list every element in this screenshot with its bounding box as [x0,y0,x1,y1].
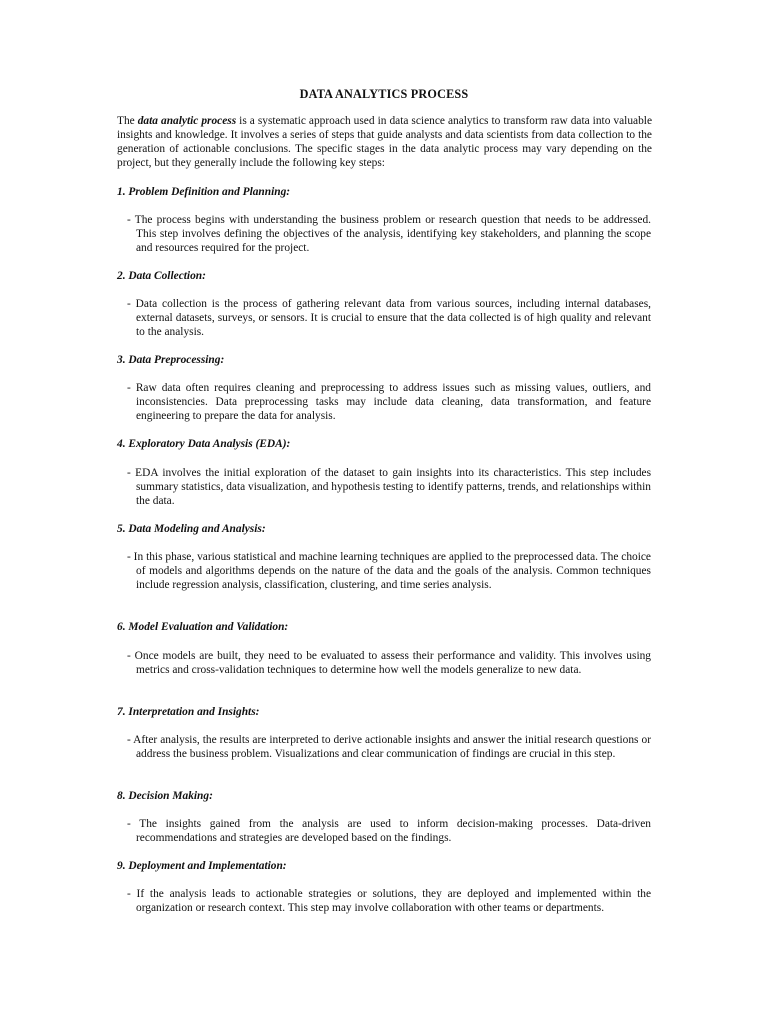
step-text-4: - EDA involves the initial exploration of the dataset to gain insights into its characteristics. This step includes summary statistics, data visualization, and hypothesis testing to identify patterns, trends, and relationships within the data. [127,467,651,507]
step-heading-3: 3. Data Preprocessing: [117,354,225,366]
step-heading-9: 9. Deployment and Implementation: [117,860,287,872]
step-heading-1: 1. Problem Definition and Planning: [117,186,291,198]
step-text-6: - Once models are built, they need to be evaluated to assess their performance and validity. This involves using metrics and cross-validation techniques to determine how well the models generalize to new data. [127,650,651,676]
step-heading-6: 6. Model Evaluation and Validation: [117,621,289,633]
step-text-8: - The insights gained from the analysis are used to inform decision-making processes. Data-driven recommendations and strategies are developed based on the findings. [127,818,651,844]
intro-emphasis: data analytic process [137,115,237,127]
step-text-5: - In this phase, various statistical and machine learning techniques are applied to the preprocessed data. The choice of models and algorithms depends on the nature of the data and the goals of the analysis. Common techniques include regression analysis, classification, clustering, and time series analysis. [127,551,651,591]
intro-paragraph [117,114,652,170]
step-text-2: - Data collection is the process of gathering relevant data from various sources, including internal databases, external datasets, surveys, or sensors. It is crucial to ensure that the data collected is of high quality and relevant to the analysis. [127,298,651,338]
step-heading-7: 7. Interpretation and Insights: [117,706,260,718]
step-text-1: - The process begins with understanding the business problem or research question that needs to be addressed. This step involves defining the objectives of the analysis, identifying key stakeholders, and planning the scope and resources required for the project. [127,214,651,254]
step-text-3: - Raw data often requires cleaning and preprocessing to address issues such as missing values, outliers, and inconsistencies. Data preprocessing tasks may include data cleaning, data transformation, and feature engineering to prepare the data for analysis. [127,382,651,422]
step-text-7: - After analysis, the results are interpreted to derive actionable insights and answer the initial research questions or address the business problem. Visualizations and clear communication of findings are crucial in this step. [127,734,651,760]
step-heading-2: 2. Data Collection: [117,270,206,282]
step-heading-8: 8. Decision Making: [117,790,213,802]
step-text-9: - If the analysis leads to actionable strategies or solutions, they are deployed and implemented within the organization or research context. This step may involve collaboration with other teams or departments. [127,888,651,914]
intro-prefix: The [117,115,138,127]
step-heading-4: 4. Exploratory Data Analysis (EDA): [117,438,291,450]
step-heading-5: 5. Data Modeling and Analysis: [117,523,266,535]
intro-rest: is a systematic approach used in data science analytics to transform raw data into valuable insights and knowledge. It involves a series of steps that guide analysts and data scientists from data collection to the generation of actionable conclusions. The specific stages in the data analytic process may vary depending on the project, but they generally include the following key steps: [117,115,652,169]
document-title: DATA ANALYTICS PROCESS [299,87,469,101]
